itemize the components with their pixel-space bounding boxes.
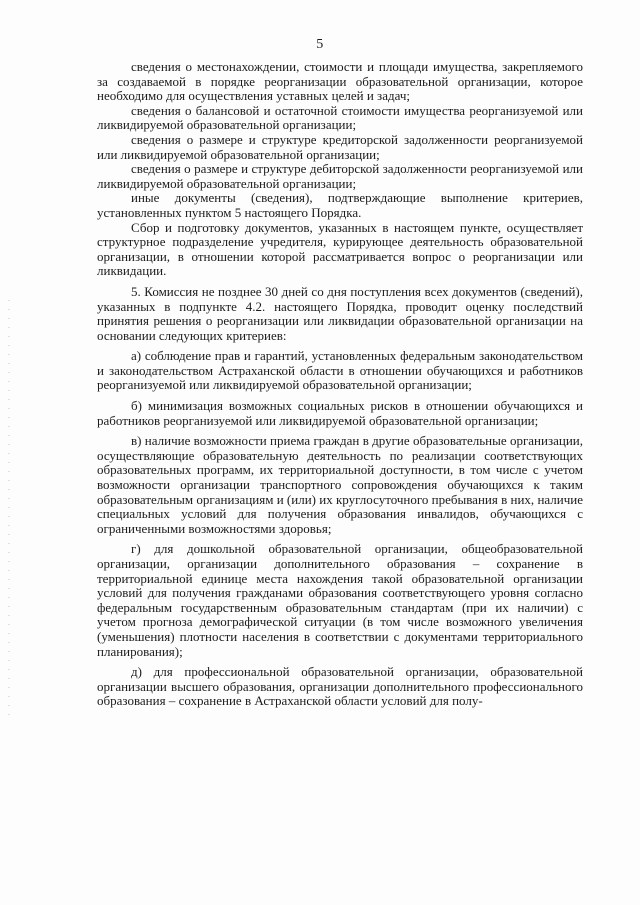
paragraph-document-collection: Сбор и подготовку документов, указанных в настоящем пункте, осуществляет структурное подразделение учредителя, курирующее деятельность образовательной организации, в отношении которой рассматривается вопрос о реорганизации или ликвидации. <box>97 219 583 279</box>
paragraph-criterion-a: а) соблюдение прав и гарантий, установленных федеральным законодательством и законодательством Астраханской области в отношении обучающихся и работников реорганизуемой или ликвидируемой образовательной организации; <box>97 348 583 393</box>
document-body <box>97 60 583 709</box>
paragraph-criterion-v: в) наличие возможности приема граждан в другие образовательные организации, осуществляющие образовательную деятельность по реализации соответствующих образовательных программ, их территориальной доступности, в том числе с учетом возможности организации транспортного сопровождения обучающихся к таким образовательным организациям и (или) их круглосуточного пребывания в них, наличие специальных условий для получения образования инвалидов, обучающихся с ограниченными возможностями здоровья; <box>97 433 583 536</box>
page-number: 5 <box>316 37 324 52</box>
paragraph-property-location: сведения о местонахождении, стоимости и площади имущества, закрепляемого за создаваемой в порядке реорганизации образовательной организации, которое необходимо для осуществления уставных целей и задач; <box>97 59 583 104</box>
paragraph-criterion-b: б) минимизация возможных социальных рисков в отношении обучающихся и работников реорганизуемой или ликвидируемой образовательной организации; <box>97 398 583 428</box>
paragraph-creditor-debt: сведения о размере и структуре кредиторской задолженности реорганизуемой или ликвидируемой образовательной организации; <box>97 131 583 162</box>
paragraph-clause-5: 5. Комиссия не позднее 30 дней со дня поступления всех документов (сведений), указанных в подпункте 4.2. настоящего Порядка, проводит оценку последствий принятия решения о реорганизации или ликвидации образовательной организации на основании следующих критериев: <box>97 283 583 343</box>
paragraph-other-documents: иные документы (сведения), подтверждающие выполнение критериев, установленных пунктом 5 настоящего Порядка. <box>97 190 583 220</box>
paragraph-criterion-g: г) для дошкольной образовательной организации, общеобразовательной организации, организации дополнительного образования – сохранение в территориальной единице места нахождения такой образовательной организации условий для получения гражданами образования соответствующего уровня согласно федеральным государственным образовательным стандартам (при их наличии) с учетом прогноза демографической ситуации (в том числе возможного увеличения (уменьшения) плотности населения в соответствии с документами территориального планирования); <box>97 541 583 659</box>
paragraph-debtor-debt: сведения о размере и структуре дебиторской задолженности реорганизуемой или ликвидируемой образовательной организации; <box>97 161 583 191</box>
scan-margin-artifact <box>8 300 10 720</box>
paragraph-balance-value: сведения о балансовой и остаточной стоимости имущества реорганизуемой или ликвидируемой образовательной организации; <box>97 102 583 133</box>
paragraph-criterion-d: д) для профессиональной образовательной организации, образовательной организации высшего образования, организации дополнительного профессионального образования – сохранение в Астраханской области условий для полу- <box>97 664 583 709</box>
